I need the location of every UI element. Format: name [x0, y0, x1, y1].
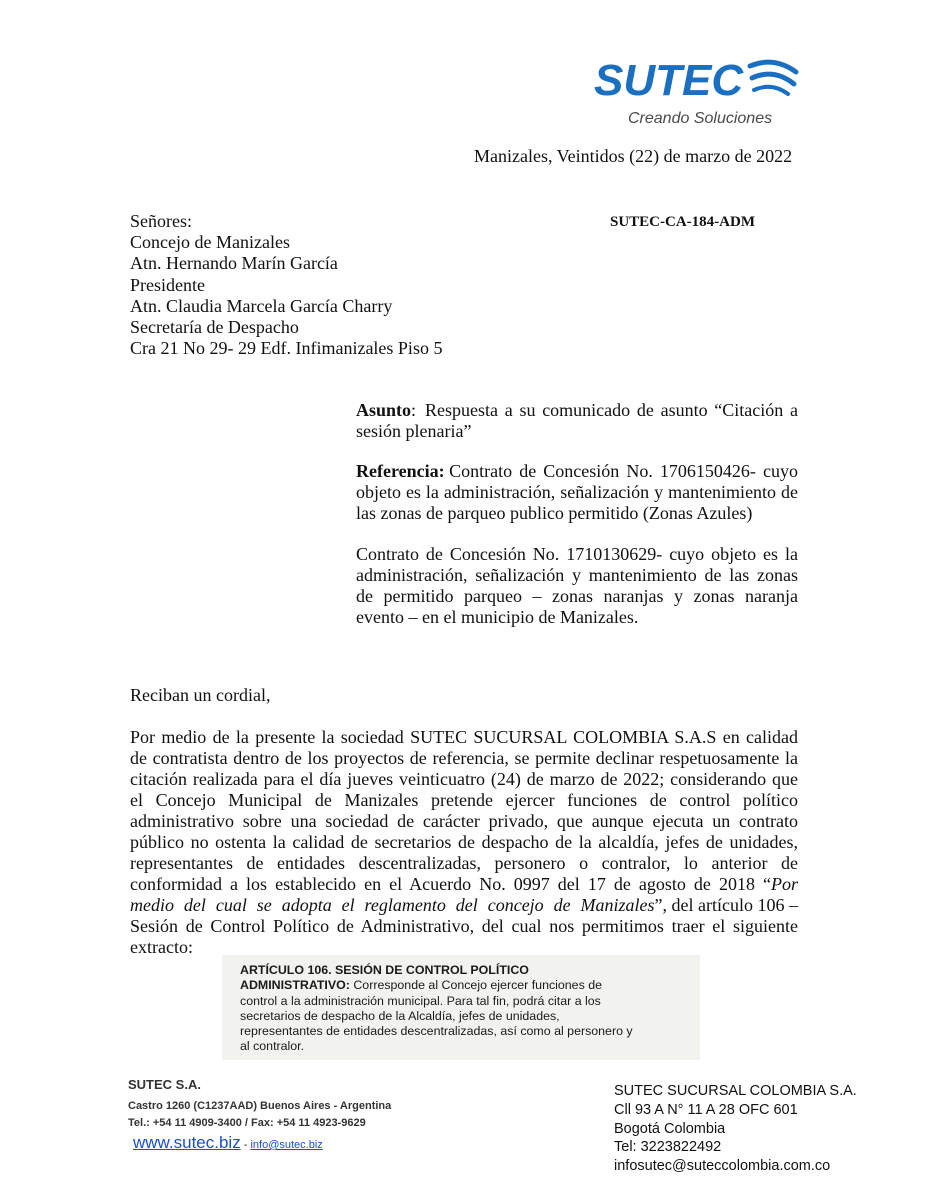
addressee-line: Cra 21 No 29- 29 Edf. Infimanizales Piso 5: [130, 338, 443, 359]
body-line: conformidad a los establecido en el Acuerdo No. 0997 del 17 de agosto de 2018 “ Por: [130, 874, 798, 894]
footer-address: Castro 1260 (C1237AAD) Buenos Aires - Argentina: [128, 1100, 392, 1112]
body-line: citación realizada para el día jueves veinticuatro (24) de marzo de 2022; considerando que: [130, 769, 798, 789]
body-line: el Concejo Municipal de Manizales pretende ejercer funciones de control político: [130, 790, 798, 810]
contrato-line: evento – en el municipio de Manizales.: [356, 607, 639, 627]
body-line: Sesión de Control Político de Administrativo, del cual nos permitimos traer el siguiente: [130, 916, 798, 936]
body-line: extracto:: [130, 937, 193, 957]
footer-phone: Tel.: +54 11 4909-3400 / Fax: +54 11 4923-9629: [128, 1117, 366, 1129]
referencia-line-1: [356, 461, 798, 482]
asunto-text: Respuesta a su comunicado de asunto “Citación a: [425, 400, 798, 420]
footer-company: SUTEC S.A.: [128, 1077, 201, 1092]
addressee-line: Concejo de Manizales: [130, 232, 290, 253]
body-line: de contratista dentro de los proyectos de referencia, se permite declinar respetuosamente la: [130, 748, 798, 768]
addressee-line: Atn. Claudia Marcela García Charry: [130, 295, 393, 316]
body-line: administrativo sobre una sociedad de carácter privado, que aunque ejecuta un contrato: [130, 811, 798, 831]
addressee-line: Señores:: [130, 211, 192, 231]
email-link[interactable]: info@sutec.biz: [250, 1139, 323, 1151]
contrato-line: de permitido parqueo – zonas naranjas y zonas naranja: [356, 586, 798, 606]
extract-heading: ARTÍCULO 106. SESIÓN DE CONTROL POLÍTICO: [240, 963, 529, 977]
body-line: Por medio de la presente la sociedad SUTEC SUCURSAL COLOMBIA S.A.S en calidad: [130, 727, 798, 747]
footer-right-line: Cll 93 A N° 11 A 28 OFC 601: [614, 1101, 798, 1118]
logo-tagline: Creando Soluciones: [628, 110, 773, 124]
footer-right-line: infosutec@suteccolombia.com.co: [614, 1158, 831, 1175]
addressee-line: Secretaría de Despacho: [130, 317, 299, 338]
extract-line: secretarios de despacho de la Alcaldía, jefes de unidades,: [240, 1008, 560, 1023]
logo-swoosh-icon: [744, 58, 802, 106]
extract-line: ADMINISTRATIVO: Corresponde al Concejo ejercer funciones de: [240, 978, 602, 993]
body-line: medio del cual se adopta el reglamento del concejo de Manizales ”, del artículo 106 –: [130, 895, 798, 915]
asunto-line-2: sesión plenaria”: [356, 421, 472, 441]
body-line: público no ostenta la calidad de secretarios de despacho de la alcaldía, jefes de unidades,: [130, 832, 798, 852]
extract-line: al contralor.: [240, 1039, 305, 1054]
addressee-line: Atn. Hernando Marín García: [130, 253, 338, 274]
referencia-label: Referencia:: [356, 461, 445, 481]
extract-line: control a la administración municipal. Para tal fin, podrá citar a los: [240, 993, 601, 1008]
referencia-text: Contrato de Concesión No. 1706150426- cuyo: [449, 461, 798, 481]
website-link[interactable]: www.sutec.biz: [133, 1133, 241, 1152]
referencia-line-3: las zonas de parqueo publico permitido (Zonas Azules): [356, 503, 753, 523]
asunto-label: Asunto: [356, 400, 412, 420]
logo-wordmark: SUTEC: [594, 56, 744, 105]
extract-text: [240, 963, 698, 1055]
asunto-line-1: Asunto: Respuesta a su comunicado de asunto “Citación a: [356, 400, 798, 420]
extract-line: representantes de entidades descentralizadas, así como al personero y: [240, 1024, 633, 1039]
greeting: Reciban un cordial,: [130, 685, 271, 705]
contrato-line: administración, señalización y mantenimiento de las zonas: [356, 565, 798, 585]
article-extract-image: [222, 955, 700, 1060]
footer-argentina: [128, 1076, 391, 1153]
addressee-block: [130, 211, 442, 359]
footer-right-line: Tel: 3223822492: [614, 1139, 722, 1156]
footer-links: www.sutec.biz - info@sutec.biz: [133, 1133, 323, 1152]
sutec-logo: [594, 56, 804, 130]
addressee-line: Presidente: [130, 274, 205, 295]
footer-right-line: Bogotá Colombia: [614, 1120, 726, 1137]
letter-date: Manizales, Veintidos (22) de marzo de 2022: [474, 146, 793, 166]
contrato-line: Contrato de Concesión No. 1710130629- cuyo objeto es la: [356, 544, 798, 564]
footer-colombia: [614, 1082, 857, 1176]
footer-right-line: SUTEC SUCURSAL COLOMBIA S.A.: [614, 1083, 857, 1099]
body-line: representantes de entidades descentralizadas, personero o contralor, lo anterior de: [130, 853, 798, 873]
referencia-line-2: objeto es la administración, señalización y mantenimiento de: [356, 482, 798, 502]
document-reference-code: SUTEC-CA-184-ADM: [610, 214, 755, 230]
body-paragraph: [130, 727, 798, 958]
